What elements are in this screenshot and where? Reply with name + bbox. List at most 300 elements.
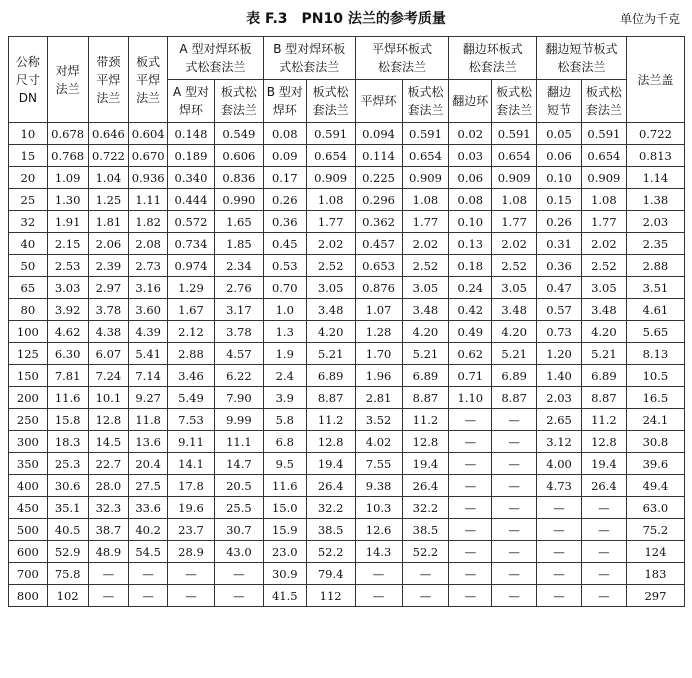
- mass-cell: 0.36: [263, 211, 306, 233]
- mass-cell: 0.654: [402, 145, 449, 167]
- table-row: [9, 321, 685, 343]
- dn-cell: 100: [9, 321, 48, 343]
- mass-cell: 2.08: [129, 233, 168, 255]
- mass-cell: 0.03: [449, 145, 492, 167]
- table-row: [9, 343, 685, 365]
- mass-cell: —: [449, 497, 492, 519]
- table-row: [9, 365, 685, 387]
- mass-cell: 7.24: [88, 365, 129, 387]
- mass-cell: 4.20: [306, 321, 355, 343]
- mass-cell: 40.5: [47, 519, 88, 541]
- mass-cell: 297: [626, 585, 684, 607]
- table-row: [9, 123, 685, 145]
- header-flat-plate: 板式松 套法兰: [402, 80, 449, 123]
- mass-cell: 5.21: [492, 343, 537, 365]
- mass-cell: 10.1: [88, 387, 129, 409]
- mass-cell: —: [168, 563, 215, 585]
- mass-cell: 0.114: [355, 145, 402, 167]
- mass-cell: 1.25: [88, 189, 129, 211]
- mass-cell: 1.65: [214, 211, 263, 233]
- mass-cell: —: [129, 585, 168, 607]
- mass-cell: 3.48: [402, 299, 449, 321]
- mass-cell: 5.21: [306, 343, 355, 365]
- dn-cell: 15: [9, 145, 48, 167]
- mass-cell: 6.89: [581, 365, 626, 387]
- mass-cell: 13.6: [129, 431, 168, 453]
- mass-cell: 1.40: [537, 365, 582, 387]
- mass-cell: 0.604: [129, 123, 168, 145]
- mass-cell: 12.8: [88, 409, 129, 431]
- mass-cell: 0.572: [168, 211, 215, 233]
- mass-cell: 0.06: [449, 167, 492, 189]
- mass-cell: —: [355, 563, 402, 585]
- mass-cell: 4.20: [492, 321, 537, 343]
- mass-cell: 15.9: [263, 519, 306, 541]
- mass-cell: 0.26: [537, 211, 582, 233]
- mass-cell: 0.24: [449, 277, 492, 299]
- mass-cell: 11.1: [214, 431, 263, 453]
- mass-cell: 2.73: [129, 255, 168, 277]
- mass-cell: 2.52: [306, 255, 355, 277]
- table-row: [9, 277, 685, 299]
- mass-cell: 6.89: [402, 365, 449, 387]
- mass-cell: 28.0: [88, 475, 129, 497]
- mass-cell: 0.02: [449, 123, 492, 145]
- mass-cell: 41.5: [263, 585, 306, 607]
- mass-cell: —: [214, 563, 263, 585]
- mass-cell: 1.77: [492, 211, 537, 233]
- mass-cell: —: [492, 431, 537, 453]
- mass-cell: —: [537, 563, 582, 585]
- mass-cell: 79.4: [306, 563, 355, 585]
- mass-cell: 183: [626, 563, 684, 585]
- mass-cell: 8.13: [626, 343, 684, 365]
- mass-cell: 43.0: [214, 541, 263, 563]
- mass-cell: 2.02: [492, 233, 537, 255]
- mass-cell: —: [355, 585, 402, 607]
- mass-cell: 3.05: [306, 277, 355, 299]
- header-b-ring: B 型对 焊环: [263, 80, 306, 123]
- table-row: [9, 563, 685, 585]
- mass-cell: 25.5: [214, 497, 263, 519]
- dn-cell: 700: [9, 563, 48, 585]
- mass-cell: 0.457: [355, 233, 402, 255]
- table-row: [9, 541, 685, 563]
- mass-cell: 2.52: [492, 255, 537, 277]
- dn-cell: 40: [9, 233, 48, 255]
- mass-cell: 11.2: [581, 409, 626, 431]
- mass-cell: 0.654: [492, 145, 537, 167]
- dn-cell: 250: [9, 409, 48, 431]
- table-row: [9, 233, 685, 255]
- mass-cell: 1.11: [129, 189, 168, 211]
- mass-cell: 12.8: [581, 431, 626, 453]
- mass-cell: 1.08: [581, 189, 626, 211]
- mass-cell: 30.7: [214, 519, 263, 541]
- mass-cell: 0.990: [214, 189, 263, 211]
- mass-cell: 2.03: [537, 387, 582, 409]
- mass-cell: 0.340: [168, 167, 215, 189]
- mass-cell: 6.8: [263, 431, 306, 453]
- mass-cell: 6.07: [88, 343, 129, 365]
- mass-cell: 0.08: [449, 189, 492, 211]
- mass-cell: 0.17: [263, 167, 306, 189]
- mass-cell: 0.05: [537, 123, 582, 145]
- mass-cell: 16.5: [626, 387, 684, 409]
- mass-cell: 2.97: [88, 277, 129, 299]
- mass-cell: —: [88, 585, 129, 607]
- mass-cell: 1.77: [402, 211, 449, 233]
- mass-cell: 2.4: [263, 365, 306, 387]
- mass-cell: 6.89: [306, 365, 355, 387]
- mass-cell: —: [449, 453, 492, 475]
- table-header: [9, 37, 685, 123]
- mass-cell: 3.05: [492, 277, 537, 299]
- mass-cell: 0.591: [402, 123, 449, 145]
- mass-cell: —: [492, 519, 537, 541]
- table-body: [9, 123, 685, 607]
- mass-cell: 23.7: [168, 519, 215, 541]
- mass-cell: 5.65: [626, 321, 684, 343]
- mass-cell: 0.148: [168, 123, 215, 145]
- mass-cell: 0.813: [626, 145, 684, 167]
- mass-cell: 4.57: [214, 343, 263, 365]
- dn-cell: 32: [9, 211, 48, 233]
- mass-cell: 7.53: [168, 409, 215, 431]
- table-row: [9, 409, 685, 431]
- mass-cell: 1.07: [355, 299, 402, 321]
- mass-cell: 11.2: [402, 409, 449, 431]
- mass-cell: 35.1: [47, 497, 88, 519]
- mass-cell: 0.654: [306, 145, 355, 167]
- mass-cell: —: [129, 563, 168, 585]
- mass-cell: 25.3: [47, 453, 88, 475]
- mass-cell: —: [581, 519, 626, 541]
- dn-cell: 150: [9, 365, 48, 387]
- mass-cell: —: [537, 497, 582, 519]
- mass-cell: 2.39: [88, 255, 129, 277]
- header-flanged-plate: 板式松 套法兰: [492, 80, 537, 123]
- mass-cell: 2.53: [47, 255, 88, 277]
- mass-cell: —: [492, 475, 537, 497]
- mass-cell: 1.77: [581, 211, 626, 233]
- mass-cell: 0.47: [537, 277, 582, 299]
- mass-cell: 0.768: [47, 145, 88, 167]
- mass-cell: 20.4: [129, 453, 168, 475]
- mass-cell: 39.6: [626, 453, 684, 475]
- mass-cell: 8.87: [581, 387, 626, 409]
- mass-cell: 0.936: [129, 167, 168, 189]
- header-plate-slip-on: 板式 平焊 法兰: [129, 37, 168, 123]
- mass-cell: 0.591: [492, 123, 537, 145]
- mass-cell: 112: [306, 585, 355, 607]
- mass-cell: 2.34: [214, 255, 263, 277]
- mass-cell: 1.82: [129, 211, 168, 233]
- mass-cell: 2.88: [168, 343, 215, 365]
- table-row: [9, 387, 685, 409]
- mass-cell: 33.6: [129, 497, 168, 519]
- header-dn: 公称 尺寸 DN: [9, 37, 48, 123]
- mass-cell: 1.38: [626, 189, 684, 211]
- mass-cell: 26.4: [306, 475, 355, 497]
- mass-cell: 3.12: [537, 431, 582, 453]
- table-row: [9, 453, 685, 475]
- mass-cell: 0.13: [449, 233, 492, 255]
- mass-cell: 9.11: [168, 431, 215, 453]
- mass-cell: 2.35: [626, 233, 684, 255]
- mass-cell: 2.52: [581, 255, 626, 277]
- mass-cell: 7.55: [355, 453, 402, 475]
- mass-cell: —: [492, 409, 537, 431]
- mass-cell: —: [581, 541, 626, 563]
- mass-cell: 1.96: [355, 365, 402, 387]
- header-weld-neck: 对焊 法兰: [47, 37, 88, 123]
- mass-cell: 26.4: [402, 475, 449, 497]
- mass-cell: 2.88: [626, 255, 684, 277]
- mass-cell: —: [449, 409, 492, 431]
- mass-cell: 3.51: [626, 277, 684, 299]
- mass-cell: 1.30: [47, 189, 88, 211]
- mass-cell: —: [88, 563, 129, 585]
- mass-cell: 10.3: [355, 497, 402, 519]
- mass-cell: —: [537, 585, 582, 607]
- mass-cell: 30.6: [47, 475, 88, 497]
- mass-cell: 2.02: [402, 233, 449, 255]
- mass-cell: 14.5: [88, 431, 129, 453]
- mass-cell: 3.03: [47, 277, 88, 299]
- mass-cell: 0.444: [168, 189, 215, 211]
- mass-cell: 0.225: [355, 167, 402, 189]
- mass-cell: 9.5: [263, 453, 306, 475]
- mass-cell: —: [449, 475, 492, 497]
- dn-cell: 500: [9, 519, 48, 541]
- mass-cell: —: [581, 497, 626, 519]
- mass-cell: 3.9: [263, 387, 306, 409]
- table-row: [9, 255, 685, 277]
- mass-cell: 5.8: [263, 409, 306, 431]
- mass-cell: 52.2: [402, 541, 449, 563]
- mass-cell: 0.31: [537, 233, 582, 255]
- mass-cell: 0.42: [449, 299, 492, 321]
- mass-cell: 0.591: [581, 123, 626, 145]
- mass-cell: 12.6: [355, 519, 402, 541]
- table-row: [9, 475, 685, 497]
- mass-cell: 0.15: [537, 189, 582, 211]
- mass-cell: —: [449, 541, 492, 563]
- mass-cell: 52.9: [47, 541, 88, 563]
- mass-cell: 1.70: [355, 343, 402, 365]
- table-row: [9, 189, 685, 211]
- table-caption: [0, 6, 692, 28]
- table-row: [9, 299, 685, 321]
- flange-mass-table: [8, 36, 685, 607]
- mass-cell: 0.08: [263, 123, 306, 145]
- mass-cell: 0.57: [537, 299, 582, 321]
- mass-cell: 1.3: [263, 321, 306, 343]
- mass-cell: 4.20: [581, 321, 626, 343]
- mass-cell: 0.606: [214, 145, 263, 167]
- mass-cell: 0.06: [537, 145, 582, 167]
- header-blind: 法兰盖: [626, 37, 684, 123]
- mass-cell: 0.73: [537, 321, 582, 343]
- mass-cell: 30.8: [626, 431, 684, 453]
- mass-cell: 28.9: [168, 541, 215, 563]
- mass-cell: 9.99: [214, 409, 263, 431]
- mass-cell: 15.0: [263, 497, 306, 519]
- mass-cell: 0.974: [168, 255, 215, 277]
- dn-cell: 200: [9, 387, 48, 409]
- mass-cell: 2.81: [355, 387, 402, 409]
- header-group-flanged: 翻边环板式 松套法兰: [449, 37, 537, 80]
- mass-cell: 5.49: [168, 387, 215, 409]
- dn-cell: 600: [9, 541, 48, 563]
- mass-cell: 0.62: [449, 343, 492, 365]
- mass-cell: 2.06: [88, 233, 129, 255]
- mass-cell: 0.836: [214, 167, 263, 189]
- mass-cell: —: [449, 563, 492, 585]
- mass-cell: 0.296: [355, 189, 402, 211]
- mass-cell: 75.2: [626, 519, 684, 541]
- mass-cell: 38.5: [402, 519, 449, 541]
- header-flanged-ring: 翻边环: [449, 80, 492, 123]
- mass-cell: 3.78: [214, 321, 263, 343]
- mass-cell: 11.6: [47, 387, 88, 409]
- mass-cell: 38.5: [306, 519, 355, 541]
- table-row: [9, 211, 685, 233]
- mass-cell: —: [402, 563, 449, 585]
- mass-cell: 4.00: [537, 453, 582, 475]
- mass-cell: 0.654: [581, 145, 626, 167]
- mass-cell: —: [214, 585, 263, 607]
- header-hubbed-slip-on: 带颈 平焊 法兰: [88, 37, 129, 123]
- table-row: [9, 519, 685, 541]
- mass-cell: 22.7: [88, 453, 129, 475]
- mass-cell: 1.0: [263, 299, 306, 321]
- mass-cell: —: [581, 585, 626, 607]
- table-row: [9, 497, 685, 519]
- mass-cell: 11.6: [263, 475, 306, 497]
- mass-cell: 24.1: [626, 409, 684, 431]
- mass-cell: 14.1: [168, 453, 215, 475]
- mass-cell: 48.9: [88, 541, 129, 563]
- mass-cell: 0.670: [129, 145, 168, 167]
- mass-cell: 3.16: [129, 277, 168, 299]
- mass-cell: 3.05: [402, 277, 449, 299]
- dn-cell: 10: [9, 123, 48, 145]
- dn-cell: 65: [9, 277, 48, 299]
- table-row: [9, 145, 685, 167]
- table-row: [9, 585, 685, 607]
- mass-cell: 7.90: [214, 387, 263, 409]
- mass-cell: 9.27: [129, 387, 168, 409]
- mass-cell: 102: [47, 585, 88, 607]
- mass-cell: 17.8: [168, 475, 215, 497]
- mass-cell: 20.5: [214, 475, 263, 497]
- mass-cell: 124: [626, 541, 684, 563]
- mass-cell: 75.8: [47, 563, 88, 585]
- mass-cell: 0.26: [263, 189, 306, 211]
- mass-cell: 52.2: [306, 541, 355, 563]
- mass-cell: 1.20: [537, 343, 582, 365]
- mass-cell: 2.52: [402, 255, 449, 277]
- mass-cell: 8.87: [492, 387, 537, 409]
- mass-cell: 2.02: [306, 233, 355, 255]
- mass-cell: —: [492, 563, 537, 585]
- mass-cell: 0.734: [168, 233, 215, 255]
- mass-cell: 63.0: [626, 497, 684, 519]
- mass-cell: —: [402, 585, 449, 607]
- mass-cell: 8.87: [402, 387, 449, 409]
- mass-cell: —: [492, 541, 537, 563]
- dn-cell: 80: [9, 299, 48, 321]
- mass-cell: 0.71: [449, 365, 492, 387]
- mass-cell: 19.4: [402, 453, 449, 475]
- mass-cell: 3.60: [129, 299, 168, 321]
- header-group-stub: 翻边短节板式 松套法兰: [537, 37, 627, 80]
- mass-cell: —: [492, 453, 537, 475]
- mass-cell: 1.04: [88, 167, 129, 189]
- mass-cell: 23.0: [263, 541, 306, 563]
- mass-cell: 3.78: [88, 299, 129, 321]
- mass-cell: 19.4: [581, 453, 626, 475]
- mass-cell: 1.08: [306, 189, 355, 211]
- mass-cell: 0.653: [355, 255, 402, 277]
- header-flat-ring: 平焊环: [355, 80, 402, 123]
- mass-cell: 0.909: [402, 167, 449, 189]
- dn-cell: 800: [9, 585, 48, 607]
- mass-cell: 30.9: [263, 563, 306, 585]
- mass-cell: 3.48: [492, 299, 537, 321]
- mass-cell: 1.09: [47, 167, 88, 189]
- mass-cell: —: [537, 541, 582, 563]
- mass-cell: 1.9: [263, 343, 306, 365]
- dn-cell: 450: [9, 497, 48, 519]
- mass-cell: —: [449, 585, 492, 607]
- mass-cell: 11.2: [306, 409, 355, 431]
- mass-cell: 9.38: [355, 475, 402, 497]
- mass-cell: 1.10: [449, 387, 492, 409]
- mass-cell: 0.646: [88, 123, 129, 145]
- mass-cell: 0.18: [449, 255, 492, 277]
- mass-cell: 3.48: [306, 299, 355, 321]
- mass-cell: 18.3: [47, 431, 88, 453]
- mass-cell: 32.2: [306, 497, 355, 519]
- header-group-a: A 型对焊环板 式松套法兰: [168, 37, 264, 80]
- mass-cell: —: [449, 431, 492, 453]
- mass-cell: 3.52: [355, 409, 402, 431]
- mass-cell: 3.17: [214, 299, 263, 321]
- mass-cell: —: [449, 519, 492, 541]
- mass-cell: 5.21: [581, 343, 626, 365]
- mass-cell: 1.08: [402, 189, 449, 211]
- mass-cell: 0.45: [263, 233, 306, 255]
- mass-cell: 19.6: [168, 497, 215, 519]
- mass-cell: 3.92: [47, 299, 88, 321]
- mass-cell: 0.49: [449, 321, 492, 343]
- mass-cell: 3.46: [168, 365, 215, 387]
- mass-cell: 49.4: [626, 475, 684, 497]
- mass-cell: —: [581, 563, 626, 585]
- mass-cell: 0.722: [626, 123, 684, 145]
- mass-cell: 0.549: [214, 123, 263, 145]
- table-title: 表 F.3 PN10 法兰的参考质量: [246, 11, 446, 27]
- mass-cell: —: [492, 585, 537, 607]
- mass-cell: 0.10: [537, 167, 582, 189]
- dn-cell: 25: [9, 189, 48, 211]
- header-stub-plate: 板式松 套法兰: [581, 80, 626, 123]
- mass-cell: 0.36: [537, 255, 582, 277]
- mass-cell: 38.7: [88, 519, 129, 541]
